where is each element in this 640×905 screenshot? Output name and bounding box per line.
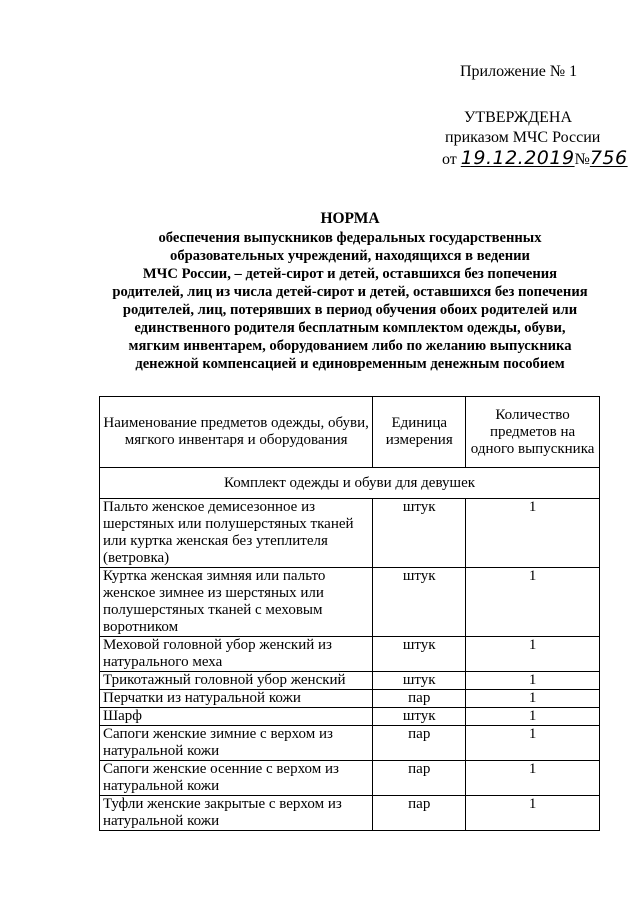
- title-line: денежной компенсацией и единовременным денежным пособием: [135, 356, 565, 372]
- title-line: обеспечения выпускников федеральных государственных: [158, 230, 542, 246]
- item-qty: 1: [466, 499, 600, 568]
- section-row: [100, 468, 600, 499]
- table-row: [100, 690, 600, 708]
- item-unit: штук: [373, 637, 466, 672]
- annex-block: [440, 62, 628, 170]
- item-qty: 1: [466, 726, 600, 761]
- item-name: Туфли женские закрытые с верхом из натуральной кожи: [100, 796, 373, 831]
- item-qty: 1: [466, 568, 600, 637]
- order-label: приказом МЧС России: [445, 129, 601, 146]
- item-qty: 1: [466, 796, 600, 831]
- norms-table: [99, 396, 600, 831]
- table-row: [100, 637, 600, 672]
- table-row: [100, 796, 600, 831]
- item-unit: штук: [373, 568, 466, 637]
- order-number-prefix: №: [574, 151, 590, 168]
- table-header-row: [100, 397, 600, 468]
- annex-number: Приложение № 1: [460, 63, 578, 80]
- title-line: мягким инвентарем, оборудованием либо по желанию выпускника: [128, 338, 572, 354]
- order-date-prefix: от: [442, 151, 457, 168]
- item-qty: 1: [466, 690, 600, 708]
- order-number: 756: [589, 147, 628, 169]
- item-name: Шарф: [100, 708, 373, 726]
- title-line: образовательных учреждений, находящихся в ведении: [170, 248, 530, 264]
- item-qty: 1: [466, 708, 600, 726]
- item-name: Сапоги женские осенние с верхом из натуральной кожи: [100, 761, 373, 796]
- header-quantity: Количество предметов на одного выпускника: [466, 397, 600, 468]
- section-title: Комплект одежды и обуви для девушек: [100, 468, 600, 499]
- item-name: Перчатки из натуральной кожи: [100, 690, 373, 708]
- table-row: [100, 499, 600, 568]
- item-unit: пар: [373, 761, 466, 796]
- item-name: Куртка женская зимняя или пальто женское зимнее из шерстяных или полушерстяных тканей с меховым воротником: [100, 568, 373, 637]
- table-row: [100, 761, 600, 796]
- document-title: [60, 210, 640, 373]
- table-row: [100, 672, 600, 690]
- item-qty: 1: [466, 761, 600, 796]
- title-line: МЧС России, – детей-сирот и детей, оставшихся без попечения: [142, 266, 558, 282]
- header-unit: Единица измерения: [373, 397, 466, 468]
- title-line: родителей, лиц, потерявших в период обучения обоих родителей или: [122, 302, 578, 318]
- table-row: [100, 708, 600, 726]
- item-unit: штук: [373, 499, 466, 568]
- item-name: Сапоги женские зимние с верхом из натуральной кожи: [100, 726, 373, 761]
- item-unit: пар: [373, 726, 466, 761]
- title-line: единственного родителя бесплатным комплектом одежды, обуви,: [134, 320, 566, 336]
- approved-label: УТВЕРЖДЕНА: [464, 109, 573, 126]
- table-row: [100, 568, 600, 637]
- title-line: родителей, лиц из числа детей-сирот и детей, оставшихся без попечения: [112, 284, 588, 300]
- item-qty: 1: [466, 637, 600, 672]
- item-qty: 1: [466, 672, 600, 690]
- table-row: [100, 726, 600, 761]
- order-date-line: [440, 147, 628, 170]
- item-name: Трикотажный головной убор женский: [100, 672, 373, 690]
- item-name: Пальто женское демисезонное из шерстяных или полушерстяных тканей или куртка женская без утеплителя (ветровка): [100, 499, 373, 568]
- item-unit: штук: [373, 672, 466, 690]
- item-unit: пар: [373, 796, 466, 831]
- title-heading: НОРМА: [320, 210, 380, 227]
- order-date: 19.12.2019: [460, 147, 575, 169]
- item-unit: штук: [373, 708, 466, 726]
- item-name: Меховой головной убор женский из натурального меха: [100, 637, 373, 672]
- item-unit: пар: [373, 690, 466, 708]
- header-item-name: Наименование предметов одежды, обуви, мягкого инвентаря и оборудования: [100, 397, 373, 468]
